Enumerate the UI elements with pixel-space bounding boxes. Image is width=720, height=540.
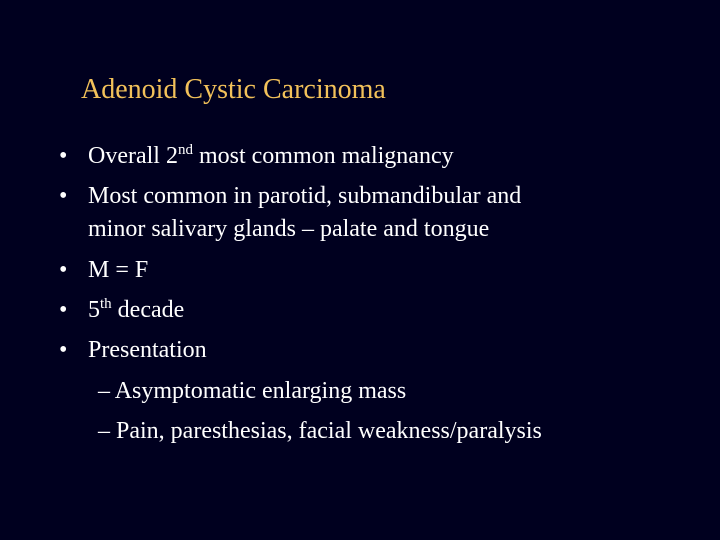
sub-item-2-text: Pain, paresthesias, facial weakness/paralysis <box>116 418 542 444</box>
bullet-item-1-text: Overall 2 <box>88 143 178 169</box>
bullet-item-3: M = F <box>88 257 149 283</box>
bullet-item-1-superscript: nd <box>177 142 193 158</box>
bullet-marker: • <box>59 297 68 323</box>
sub-item-1-text: Asymptomatic enlarging mass <box>114 378 407 404</box>
bullet-item-4-text: 5 <box>88 297 100 323</box>
bullet-item-4 <box>88 294 184 329</box>
bullet-item-1 <box>88 140 454 175</box>
sub-item-dash: – <box>98 378 110 404</box>
slide-title: Adenoid Cystic Carcinoma <box>81 74 386 105</box>
bullet-item-4-superscript: th <box>100 296 112 312</box>
bullet-item-5: Presentation <box>88 337 207 363</box>
bullet-item-2-line-1: Most common in parotid, submandibular and <box>88 183 522 209</box>
bullet-marker: • <box>59 183 68 209</box>
sub-item-dash: – <box>98 418 110 444</box>
bullet-item-2-line-2: minor salivary glands – palate and tongue <box>88 216 490 242</box>
bullet-item-1-text-rest: most common malignancy <box>192 143 454 169</box>
bullet-marker: • <box>59 337 68 363</box>
sub-item-2 <box>98 415 542 447</box>
sub-item-1 <box>98 375 406 407</box>
bullet-marker: • <box>59 257 68 283</box>
bullet-item-4-text-rest: decade <box>111 297 185 323</box>
bullet-marker: • <box>59 143 68 169</box>
